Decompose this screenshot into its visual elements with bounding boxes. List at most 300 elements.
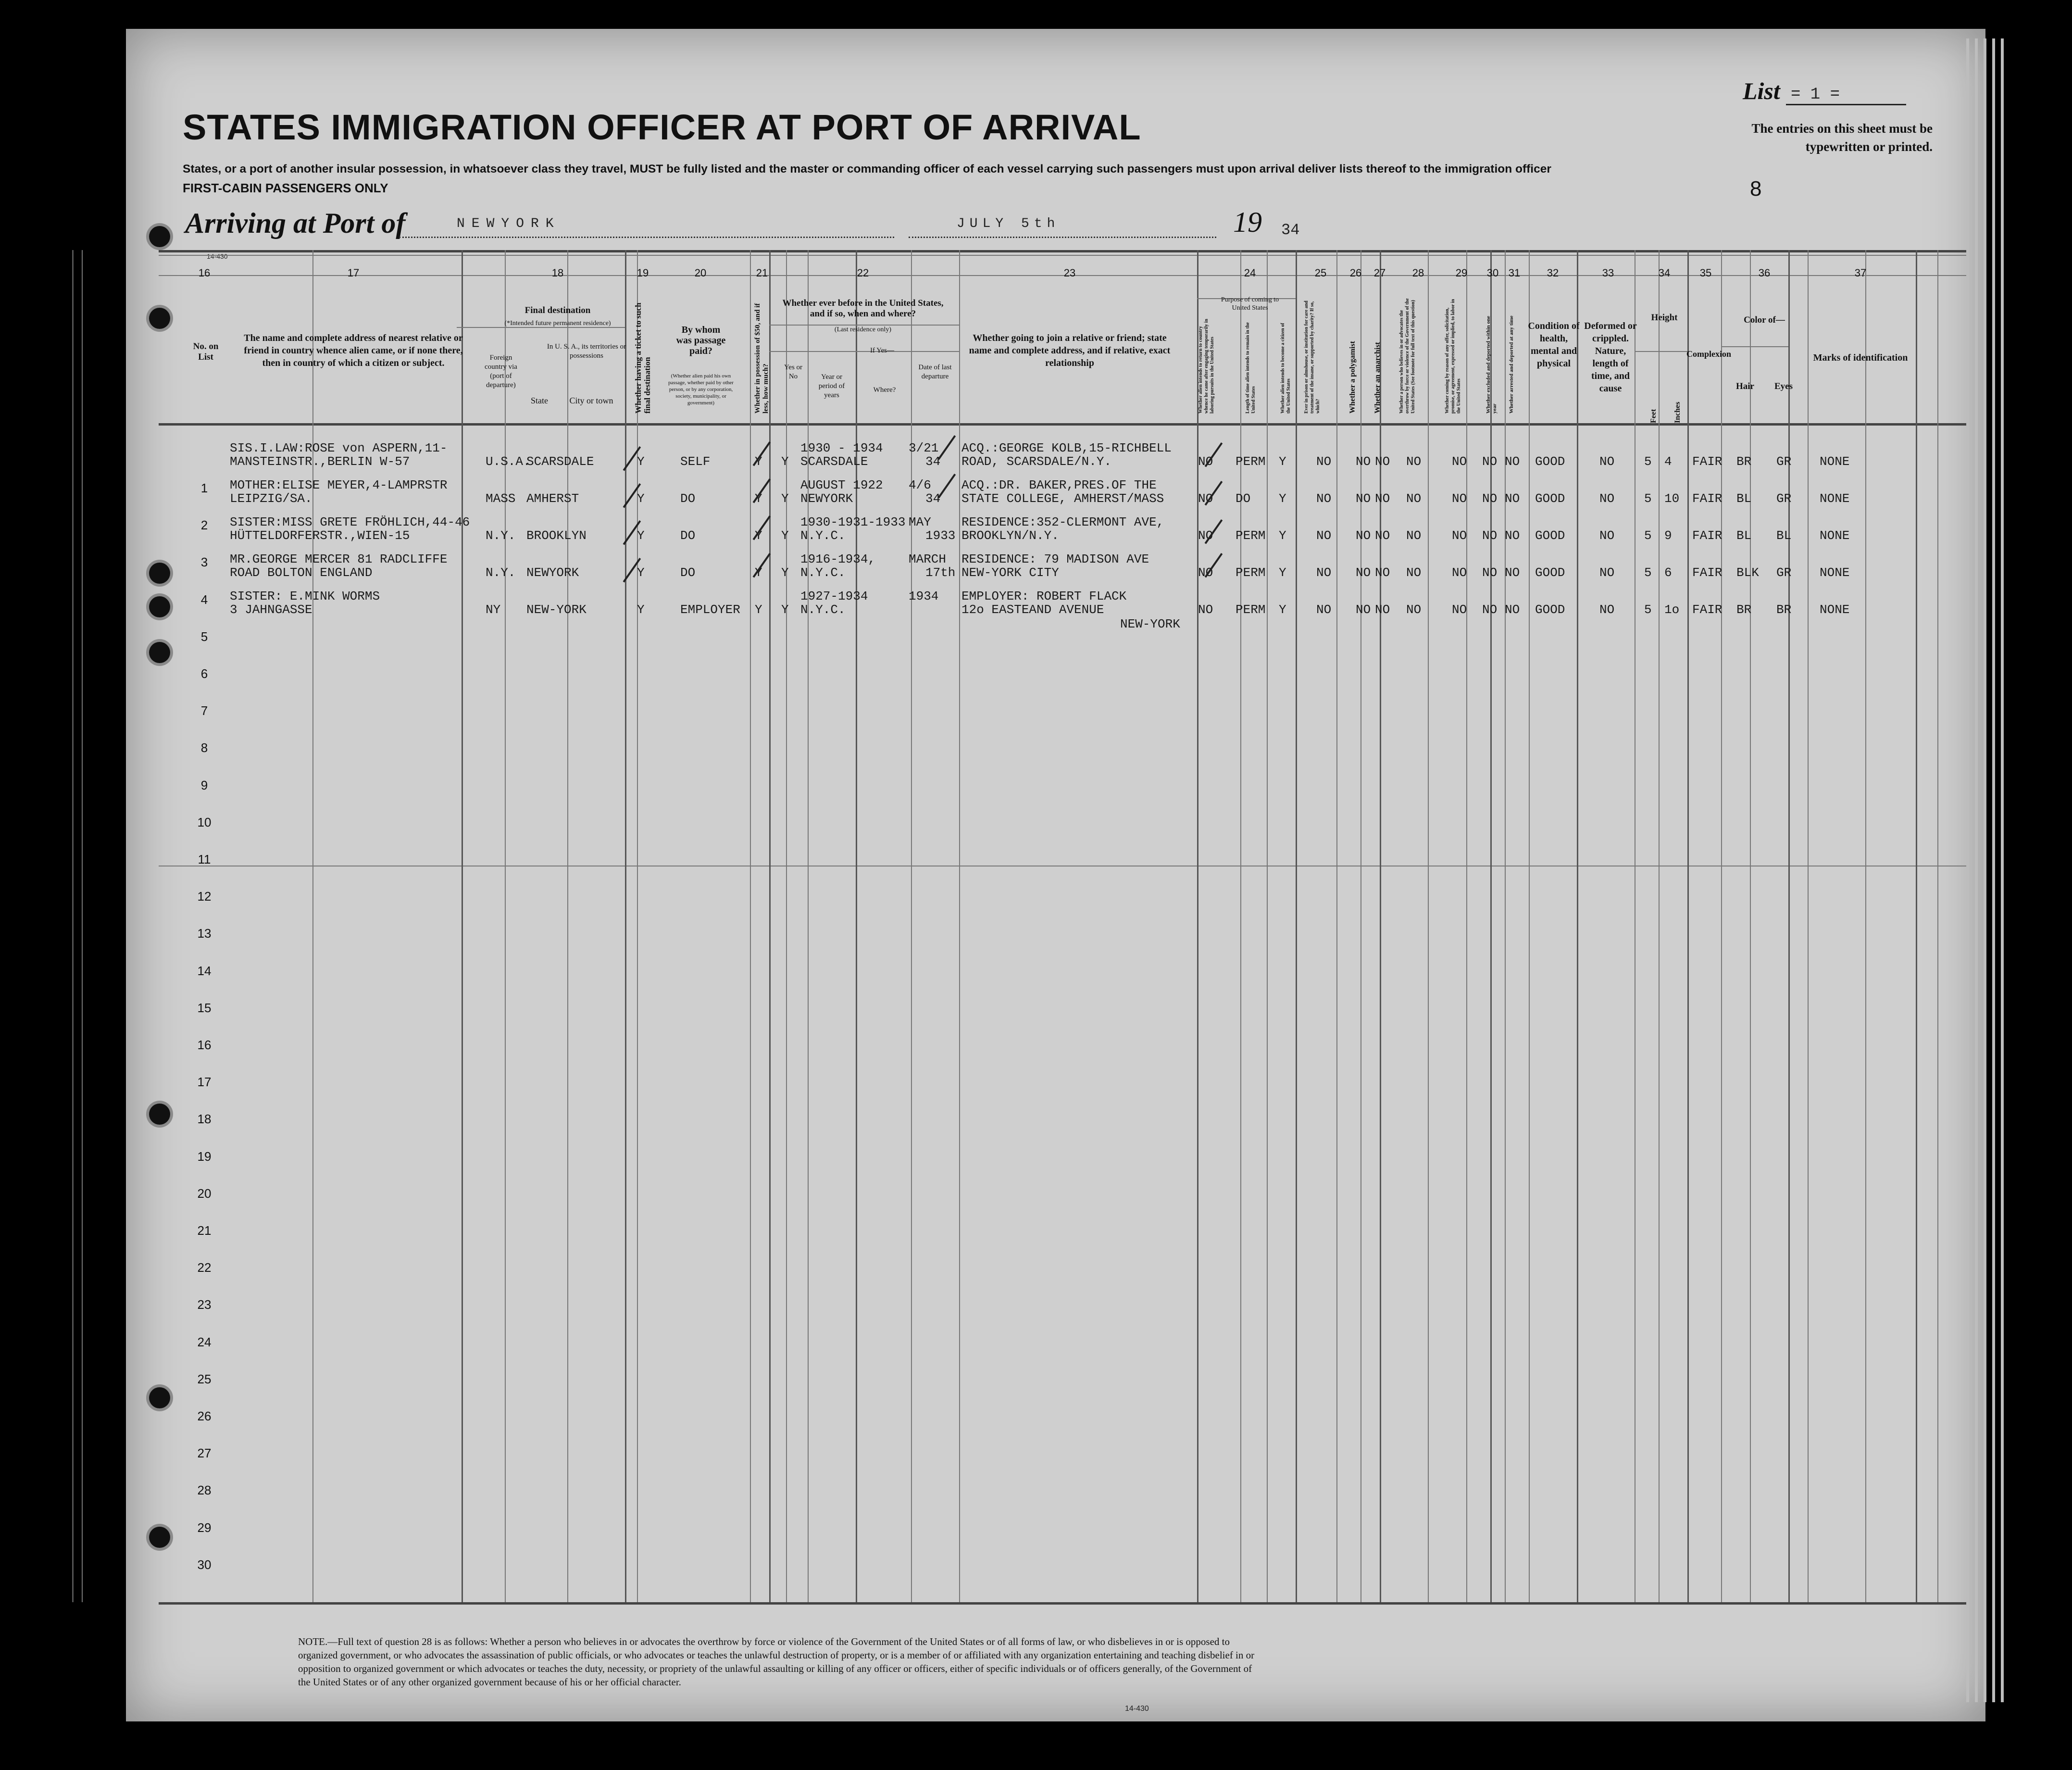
year-prefix: 19: [1233, 206, 1262, 238]
cell-where: N.Y.C.: [800, 603, 846, 617]
cell-ever-before: Y: [781, 454, 789, 469]
row-number: 18: [197, 1112, 212, 1127]
cell-anarchist: NO: [1375, 528, 1390, 543]
cell-health: GOOD: [1535, 491, 1565, 506]
header-inches: Inches: [1673, 402, 1682, 423]
cell-period: 1927-1934: [800, 589, 868, 603]
grid-column-line: [625, 250, 626, 1602]
cell-city: NEWYORK: [526, 565, 579, 580]
header-length-stay: Length of time alien intends to remain in the United States: [1245, 322, 1256, 414]
cell-overthrow: NO: [1406, 454, 1422, 469]
cell-joining-1: RESIDENCE: 79 MADISON AVE: [961, 552, 1149, 566]
cell-length: PERM: [1236, 528, 1266, 543]
cell-hair: BLK: [1736, 565, 1759, 580]
column-number: 28: [1412, 267, 1424, 279]
row-number: 15: [197, 1000, 212, 1015]
cell-period: 1916-1934,: [800, 552, 876, 566]
cell-complexion: FAIR: [1692, 528, 1723, 543]
header-state: State: [531, 396, 548, 405]
cell-anarchist: NO: [1375, 603, 1390, 617]
row-number: 22: [197, 1260, 212, 1275]
cell-prison: NO: [1316, 565, 1332, 580]
cell-where: N.Y.C.: [800, 528, 846, 543]
cell-hair: BR: [1736, 603, 1752, 617]
row-number: 20: [197, 1186, 212, 1201]
cell-return: NO: [1198, 565, 1213, 580]
cell-deformed: NO: [1599, 491, 1615, 506]
grid-column-line: [1505, 250, 1506, 1602]
cell-length: DO: [1236, 491, 1251, 506]
grid-column-line: [1808, 250, 1809, 1602]
grid-column-line: [786, 250, 787, 1602]
row-number: 29: [197, 1520, 212, 1535]
cell-ever-before: Y: [781, 528, 789, 543]
cell-labor: NO: [1452, 603, 1467, 617]
cell-ever-before: Y: [781, 565, 789, 580]
cell-relative-1: SISTER: E.MINK WORMS: [230, 589, 380, 603]
cell-excluded: NO: [1482, 491, 1498, 506]
cell-relative-2: ROAD BOLTON ENGLAND: [230, 565, 373, 580]
cell-relative-1: SIS.I.LAW:ROSE von ASPERN,11-: [230, 441, 448, 455]
header-condition: Condition of health, mental and physical: [1528, 321, 1580, 369]
header-foreign-country: Foreign country via (port of departure): [485, 354, 517, 389]
header-possession: Whether in possession of $50, and if less, how much?: [754, 303, 770, 414]
cell-relative-2: HÜTTELDORFERSTR.,WIEN-15: [230, 528, 410, 543]
row-number: 30: [197, 1557, 212, 1572]
column-number: 25: [1314, 267, 1327, 279]
cell-polygamist: NO: [1356, 491, 1371, 506]
cell-prison: NO: [1316, 528, 1332, 543]
grid-column-line: [567, 250, 568, 1602]
cell-polygamist: NO: [1356, 603, 1371, 617]
cell-length: PERM: [1236, 565, 1266, 580]
cell-labor: NO: [1452, 565, 1467, 580]
grid-subheader-line: [1721, 346, 1788, 347]
row-number: 10: [197, 815, 212, 829]
grid-column-line: [1197, 250, 1198, 1602]
cell-citizen: Y: [1279, 491, 1286, 506]
cell-eyes: BL: [1776, 528, 1792, 543]
cell-polygamist: NO: [1356, 528, 1371, 543]
grid-column-line: [1659, 250, 1660, 1602]
cell-ticket: Y: [637, 603, 645, 617]
column-number: 36: [1758, 267, 1771, 279]
cell-inches: 10: [1664, 491, 1680, 506]
cell-eyes: GR: [1776, 491, 1792, 506]
cell-labor: NO: [1452, 491, 1467, 506]
cell-date-departure: MAY: [909, 515, 931, 529]
cell-possession: Y: [755, 491, 762, 506]
cell-joining-3: NEW-YORK: [1120, 617, 1180, 631]
cell-date-departure: MARCH: [909, 552, 947, 566]
header-joining: Whether going to join a relative or friend; state name and complete address, and if relative, exact relationship: [969, 333, 1171, 368]
header-complexion: Complexion: [1686, 349, 1732, 359]
cell-period: AUGUST 1922: [800, 478, 883, 492]
date-value: JULY 5th: [957, 216, 1060, 231]
cell-passage: DO: [680, 528, 696, 543]
header-citizen-intent: Whether alien intends to become a citizen of the United States: [1280, 323, 1291, 414]
cell-length: PERM: [1236, 454, 1266, 469]
column-number: 20: [694, 267, 707, 279]
grid-subheader-line: [1635, 351, 1687, 352]
header-passage-sub: (Whether alien paid his own passage, whether paid by other person, or by any corporation, society, municipality, or government): [668, 373, 734, 406]
cell-relative-1: MR.GEORGE MERCER 81 RADCLIFFE: [230, 552, 448, 566]
header-where: Where?: [873, 386, 896, 394]
cell-date-departure: 4/6: [909, 478, 931, 492]
cell-passage: DO: [680, 491, 696, 506]
cell-health: GOOD: [1535, 454, 1565, 469]
cell-citizen: Y: [1279, 454, 1286, 469]
row-number: 17: [197, 1075, 212, 1090]
cell-citizen: Y: [1279, 565, 1286, 580]
column-number: 34: [1658, 267, 1671, 279]
header-yes-no: Yes or No: [784, 364, 803, 380]
header-height: Height: [1651, 313, 1678, 323]
column-number: 23: [1063, 267, 1076, 279]
header-color-of: Color of—: [1744, 315, 1785, 325]
cell-inches: 6: [1664, 565, 1672, 580]
cell-joining-2: NEW-YORK CITY: [961, 565, 1059, 580]
header-if-yes: If Yes—: [870, 347, 894, 354]
cell-deported: NO: [1505, 565, 1520, 580]
header-date-departure: Date of last departure: [918, 364, 952, 380]
cell-deformed: NO: [1599, 454, 1615, 469]
cell-possession: Y: [755, 528, 762, 543]
cell-passage: DO: [680, 565, 696, 580]
cell-possession: Y: [755, 454, 762, 469]
grid-column-line: [1865, 250, 1866, 1602]
cell-anarchist: NO: [1375, 565, 1390, 580]
cell-passage: SELF: [680, 454, 711, 469]
header-relative: The name and complete address of nearest relative or friend in country whence alien came, or if none there, then in country of which a citizen or subject.: [244, 333, 463, 368]
cell-hair: BL: [1736, 491, 1752, 506]
cell-return: NO: [1198, 454, 1213, 469]
page-subtitle: States, or a port of another insular possession, in whatsoever class they travel, MUST be fully listed and the master or commanding officer of each vessel carrying such passengers must upon arrival deliver lists thereof to the immigration officer: [183, 163, 1551, 176]
grid-column-line: [1267, 250, 1268, 1602]
cell-prison: NO: [1316, 454, 1332, 469]
cell-ticket: Y: [637, 528, 645, 543]
cell-complexion: FAIR: [1692, 603, 1723, 617]
cell-complexion: FAIR: [1692, 454, 1723, 469]
cell-marks: NONE: [1820, 528, 1850, 543]
column-number: 24: [1244, 267, 1256, 279]
list-label: List: [1743, 77, 1780, 104]
list-value: = 1 =: [1786, 86, 1906, 105]
cell-marks: NONE: [1820, 454, 1850, 469]
cell-deformed: NO: [1599, 528, 1615, 543]
cell-deformed: NO: [1599, 565, 1615, 580]
column-number: 35: [1699, 267, 1712, 279]
grid-column-line: [1428, 250, 1429, 1602]
cell-health: GOOD: [1535, 565, 1565, 580]
column-number: 22: [857, 267, 869, 279]
cell-eyes: GR: [1776, 565, 1792, 580]
cell-feet: 5: [1644, 528, 1652, 543]
form-code: 14-430: [207, 252, 228, 260]
cell-ever-before: Y: [781, 491, 789, 506]
column-number: 18: [551, 267, 564, 279]
cell-excluded: NO: [1482, 528, 1498, 543]
port-field: [399, 216, 894, 238]
header-polygamist: Whether a polygamist: [1348, 341, 1357, 414]
row-number: 5: [200, 629, 208, 644]
grid-column-line: [1916, 250, 1917, 1602]
header-marks: Marks of identification: [1813, 352, 1908, 363]
cell-where: SCARSDALE: [800, 454, 868, 469]
grid-column-line: [505, 250, 506, 1602]
header-deported: Whether arrested and deported at any time: [1509, 315, 1514, 414]
row-number: 14: [197, 963, 212, 978]
header-city: City or town: [569, 396, 613, 405]
grid-column-line: [1687, 250, 1689, 1602]
row-number: 21: [197, 1223, 212, 1238]
cell-length: PERM: [1236, 603, 1266, 617]
column-number: 33: [1602, 267, 1614, 279]
grid-column-line: [637, 250, 638, 1602]
grid-column-line: [750, 250, 751, 1602]
cell-joining-1: ACQ.:DR. BAKER,PRES.OF THE: [961, 478, 1157, 492]
cell-inches: 4: [1664, 454, 1672, 469]
cell-relative-2: 3 JAHNGASSE: [230, 603, 312, 617]
column-number: 32: [1547, 267, 1559, 279]
header-eyes: Eyes: [1774, 381, 1793, 391]
cell-labor: NO: [1452, 454, 1467, 469]
grid-column-line: [82, 250, 83, 1602]
grid-column-line: [1296, 250, 1297, 1602]
column-number: 30: [1486, 267, 1499, 279]
column-number: 16: [198, 267, 211, 279]
row-number: 26: [197, 1409, 212, 1423]
cell-inches: 9: [1664, 528, 1672, 543]
row-number: 7: [200, 703, 208, 718]
row-number: 9: [200, 778, 208, 792]
column-number: 19: [637, 267, 649, 279]
grid-column-line: [1788, 250, 1790, 1602]
cell-deported: NO: [1505, 528, 1520, 543]
header-deformed: Deformed or crippled. Nature, length of time, and cause: [1584, 321, 1637, 394]
port-value: NEWYORK: [457, 216, 561, 231]
cell-state: N.Y.: [486, 565, 516, 580]
grid-column-line: [1240, 250, 1241, 1602]
cell-period: 1930-1931-1933: [800, 515, 906, 529]
cell-city: SCARSDALE: [526, 454, 594, 469]
sheet-number: 8: [1750, 177, 1762, 201]
cell-where: N.Y.C.: [800, 565, 846, 580]
column-number: 17: [347, 267, 360, 279]
grid-column-line: [72, 250, 74, 1602]
row-number: 11: [198, 852, 211, 866]
grid-column-line: [1721, 250, 1722, 1602]
binder-hole: [149, 226, 170, 247]
header-purpose: Purpose of coming to United States: [1221, 296, 1279, 312]
cell-ticket: Y: [637, 565, 645, 580]
cell-relative-2: MANSTEINSTR.,BERLIN W-57: [230, 454, 410, 469]
cell-eyes: GR: [1776, 454, 1792, 469]
cell-period: 1930 - 1934: [800, 441, 883, 455]
page-title: STATES IMMIGRATION OFFICER AT PORT OF ARRIVAL: [183, 107, 1141, 147]
header-anarchist: Whether an anarchist: [1373, 342, 1382, 414]
row-number: 8: [200, 741, 208, 755]
cell-overthrow: NO: [1406, 528, 1422, 543]
grid-column-line: [1529, 250, 1530, 1602]
row-number: 27: [197, 1446, 212, 1461]
cell-overthrow: NO: [1406, 565, 1422, 580]
cell-deported: NO: [1505, 603, 1520, 617]
cell-anarchist: NO: [1375, 491, 1390, 506]
cell-eyes: BR: [1776, 603, 1792, 617]
cell-joining-1: EMPLOYER: ROBERT FLACK: [961, 589, 1127, 603]
header-passage: By whom was passage paid?: [676, 325, 726, 356]
cell-state: U.S.A.: [486, 454, 531, 469]
cell-deported: NO: [1505, 491, 1520, 506]
cell-complexion: FAIR: [1692, 491, 1723, 506]
cell-state: MASS: [486, 491, 516, 506]
grid-column-line: [1380, 250, 1381, 1602]
cell-excluded: NO: [1482, 565, 1498, 580]
date-field: [909, 216, 1216, 238]
cell-marks: NONE: [1820, 491, 1850, 506]
cell-labor: NO: [1452, 528, 1467, 543]
cell-city: BROOKLYN: [526, 528, 587, 543]
grid-column-line: [1336, 250, 1337, 1602]
cell-date-departure-2: 1933: [925, 528, 956, 543]
header-feet: Feet: [1649, 409, 1658, 423]
year-suffix: 34: [1281, 221, 1300, 239]
cell-citizen: Y: [1279, 528, 1286, 543]
row-number: 25: [197, 1371, 212, 1386]
cell-ticket: Y: [637, 491, 645, 506]
row-number: 24: [197, 1334, 212, 1349]
footnote: NOTE.—Full text of question 28 is as follows: Whether a person who believes in or advocates the overthrow by force or violence of the Government of the United States or of all forms of law, or who disbelieves in or is opposed to organized government, or who advocates the assassination of public officials, or who advocates or teaches the unlawful destruction of property, or is a member of or affiliated with any organization entertaining and teaching disbelief in or opposition to organized government or which advocates or teaches the duty, necessity, or propriety of the unlawful assaulting or killing of any officer or officers, either of specific individuals or of officers generally, of the Government of the United States or of any other organized government because of his or her official character.: [298, 1636, 1255, 1688]
cell-date-departure: 3/21: [909, 441, 939, 455]
header-ever-before-sub: (Last residence only): [834, 326, 892, 333]
grid-column-line: [769, 250, 771, 1602]
cell-citizen: Y: [1279, 603, 1286, 617]
cell-excluded: NO: [1482, 454, 1498, 469]
cell-passage: EMPLOYER: [680, 603, 740, 617]
entries-note: The entries on this sheet must be typewritten or printed.: [1751, 121, 1933, 154]
cell-joining-1: RESIDENCE:352-CLERMONT AVE,: [961, 515, 1164, 529]
cell-marks: NONE: [1820, 565, 1850, 580]
cell-polygamist: NO: [1356, 454, 1371, 469]
cell-excluded: NO: [1482, 603, 1498, 617]
cell-ever-before: Y: [781, 603, 789, 617]
cell-joining-1: ACQ.:GEORGE KOLB,15-RICHBELL: [961, 441, 1172, 455]
page-edges: [1966, 38, 2010, 1702]
cell-date-departure-2: 34: [925, 454, 941, 469]
header-year-period: Year or period of years: [818, 373, 845, 399]
header-excluded: Whether excluded and deported within one year: [1485, 315, 1498, 414]
grid-column-line: [1490, 250, 1492, 1602]
header-ticket: Whether having a ticket to such final destination: [634, 302, 652, 414]
header-prison: Ever in prison or almshouse, or institution for care and treatment of the insane, or supported by charity? If so, which?: [1304, 301, 1321, 414]
header-final-destination-sub: (*Intended future permanent residence): [504, 320, 611, 327]
arriving-label: Arriving at Port of: [185, 207, 406, 239]
cell-inches: 1o: [1664, 603, 1680, 617]
cell-joining-2: ROAD, SCARSDALE/N.Y.: [961, 454, 1112, 469]
cell-date-departure-2: 17th: [925, 565, 956, 580]
cell-city: AMHERST: [526, 491, 579, 506]
cell-marks: NONE: [1820, 603, 1850, 617]
cabin-class: FIRST-CABIN PASSENGERS ONLY: [183, 181, 388, 195]
cell-health: GOOD: [1535, 528, 1565, 543]
cell-overthrow: NO: [1406, 491, 1422, 506]
cell-feet: 5: [1644, 565, 1652, 580]
cell-joining-2: BROOKLYN/N.Y.: [961, 528, 1059, 543]
cell-polygamist: NO: [1356, 565, 1371, 580]
cell-overthrow: NO: [1406, 603, 1422, 617]
row-number: 4: [200, 592, 208, 607]
grid-column-line: [1937, 250, 1938, 1602]
row-number: 28: [197, 1483, 212, 1498]
cell-state: NY: [486, 603, 501, 617]
header-in-usa: In U. S. A., its territories or possessions: [547, 343, 626, 360]
row-number: 12: [197, 889, 212, 904]
cell-city: NEW-YORK: [526, 603, 587, 617]
column-number: 21: [756, 267, 768, 279]
row-number: 2: [200, 518, 208, 533]
cell-possession: Y: [755, 565, 762, 580]
cell-where: NEWYORK: [800, 491, 853, 506]
grid-column-line: [462, 250, 463, 1602]
header-overthrow: Whether a person who believes in or advocates the overthrow by force or violence of the Government of the United States (See footnote for full text of this question): [1399, 298, 1416, 414]
cell-return: NO: [1198, 603, 1213, 617]
row-number: 6: [200, 666, 208, 681]
footnote-code: 14-430: [1125, 1705, 1149, 1713]
cell-joining-2: 12o EASTEAND AVENUE: [961, 603, 1104, 617]
grid-column-line: [959, 250, 960, 1602]
cell-date-departure-2: 34: [925, 491, 941, 506]
cell-prison: NO: [1316, 603, 1332, 617]
header-hair: Hair: [1736, 381, 1754, 391]
header-final-destination: Final destination: [524, 305, 591, 315]
cell-state: N.Y.: [486, 528, 516, 543]
row-number: 23: [197, 1297, 212, 1312]
cell-hair: BL: [1736, 528, 1752, 543]
row-number: 19: [197, 1149, 212, 1164]
grid-column-line: [1466, 250, 1467, 1602]
grid-column-line: [1577, 250, 1578, 1602]
cell-relative-1: SISTER:MISS GRETE FRÖHLICH,44-46: [230, 515, 470, 529]
column-number: 37: [1854, 267, 1867, 279]
cell-anarchist: NO: [1375, 454, 1390, 469]
header-ever-before: Whether ever before in the United States, and if so, when and where?: [782, 298, 944, 319]
cell-date-departure: 1934: [909, 589, 939, 603]
column-number: 27: [1373, 267, 1386, 279]
cell-ticket: Y: [637, 454, 645, 469]
row-number: 1: [200, 481, 208, 495]
row-number: 16: [197, 1038, 212, 1052]
cell-return: NO: [1198, 528, 1213, 543]
row-number: 3: [200, 555, 208, 570]
cell-feet: 5: [1644, 603, 1652, 617]
cell-hair: BR: [1736, 454, 1752, 469]
header-no-on-list: No. on List: [193, 341, 219, 362]
cell-feet: 5: [1644, 491, 1652, 506]
column-number: 29: [1455, 267, 1468, 279]
cell-deported: NO: [1505, 454, 1520, 469]
header-return-intent: Whether alien intends to return to country whence he came after engaging temporarily in laboring pursuits in the United States: [1198, 319, 1215, 414]
cell-deformed: NO: [1599, 603, 1615, 617]
grid-column-line: [1750, 250, 1751, 1602]
column-number: 26: [1349, 267, 1362, 279]
cell-feet: 5: [1644, 454, 1652, 469]
column-number: 31: [1508, 267, 1521, 279]
header-labor: Whether coming by reason of any offer, solicitation, promise, or agreement, expressed or implied, to labor in the United States: [1445, 299, 1461, 414]
cell-possession: Y: [755, 603, 762, 617]
cell-complexion: FAIR: [1692, 565, 1723, 580]
cell-return: NO: [1198, 491, 1213, 506]
